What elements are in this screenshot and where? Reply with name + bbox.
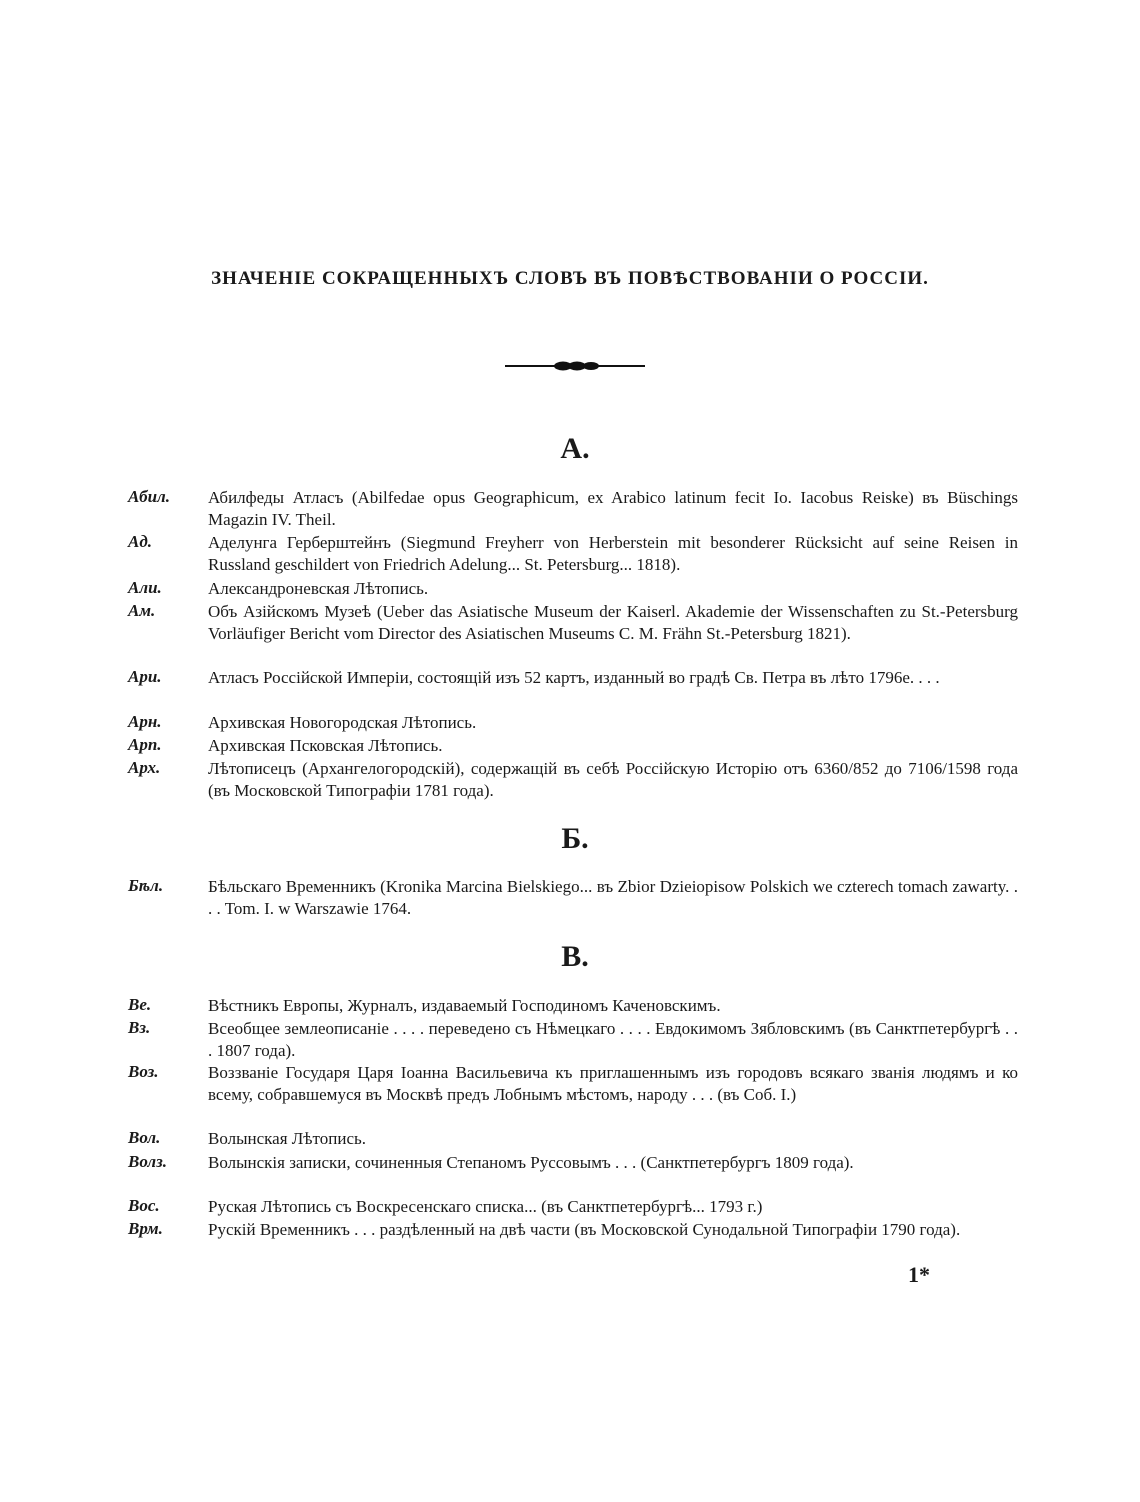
entry-text: Архивская Новогородская Лѣтопись. (208, 713, 477, 732)
entry-abbr: Вос. (128, 1196, 160, 1215)
entry-abbr: Ве. (128, 995, 152, 1014)
entry-text: Абилфеды Атласъ (Abilfedae opus Geographicum, ex Arabico latinum fecit Io. Iacobus Reiske) въ Büschings Magazin IV. Theil. (208, 488, 1018, 529)
entry-text: Вѣстникъ Европы, Журналъ, издаваемый Господиномъ Каченовскимъ. (208, 996, 721, 1015)
page-number: 1* (908, 1262, 930, 1287)
entry-text: Воззваніе Государя Царя Іоанна Васильевича къ приглашеннымъ изъ городовъ всякаго званія людямъ и ко всему, собравшемуся въ Москвѣ предъ Лобнымъ мѣстомъ, народу . . . (въ Соб. I.) (208, 1063, 1018, 1104)
entry-abbr: Волз. (128, 1152, 168, 1171)
entry-abbr: Воз. (128, 1062, 159, 1081)
entry-text: Александроневская Лѣтопись. (208, 579, 429, 598)
entry-abbr: Бѣл. (128, 876, 164, 895)
entry-abbr: Али. (128, 578, 162, 597)
entry-text: Бѣльскаго Временникъ (Kronika Marcina Bielskiego... въ Zbior Dzieiopisow Polskich we czterech tomach zawarty. . . . Tom. I. w Warszawie 1764. (208, 877, 1018, 918)
section-letter-a: А. (560, 432, 590, 465)
entry-abbr: Ари. (128, 667, 162, 686)
entry-abbr: Арх. (128, 758, 161, 777)
entry-abbr: Ад. (128, 532, 153, 551)
entry-text: Архивская Псковская Лѣтопись. (208, 736, 443, 755)
entry-abbr: Ам. (128, 601, 156, 620)
ornament-divider (505, 358, 645, 374)
entry-abbr: Вз. (128, 1018, 151, 1037)
entry-text: Аделунга Герберштейнъ (Siegmund Freyherr von Herberstein mit besonderer Rücksicht auf seine Reisen in Russland geschildert von Friedrich Adelung... St. Petersburg... 1818). (208, 533, 1018, 574)
entry-text: Волынская Лѣтопись. (208, 1129, 366, 1148)
page-title: ЗНАЧЕНІЕ СОКРАЩЕННЫХЪ СЛОВЪ ВЪ ПОВѢСТВОВАНІИ О РОССІИ. (211, 268, 929, 289)
entry-text: Атласъ Россійской Имперіи, состоящій изъ 52 картъ, изданный во градѣ Св. Петра въ лѣто 1796е. . . . (208, 668, 940, 687)
entry-abbr: Арп. (128, 735, 162, 754)
entry-text: Руская Лѣтопись съ Воскресенскаго списка... (въ Санктпетербургѣ... 1793 г.) (208, 1197, 763, 1216)
entry-abbr: Арн. (128, 712, 162, 731)
entry-abbr: Абил. (128, 487, 170, 506)
entry-text: Волынскія записки, сочиненныя Степаномъ Руссовымъ . . . (Санктпетербургъ 1809 года). (208, 1153, 854, 1172)
entry-abbr: Врм. (128, 1219, 163, 1238)
entry-abbr: Вол. (128, 1128, 161, 1147)
entry-text: Объ Азійскомъ Музеѣ (Ueber das Asiatische Museum der Kaiserl. Akademie der Wissenschaften zu St.-Petersburg Vorläufiger Bericht vom Director des Asiatischen Museums C. M. Frähn St.-Petersburg 1821). (208, 602, 1018, 643)
section-letter-v: В. (561, 940, 589, 973)
entry-text: Рускій Временникъ . . . раздѣленный на двѣ части (въ Московской Сунодальной Типографіи 1790 года). (208, 1220, 961, 1239)
section-letter-b: Б. (561, 822, 589, 855)
entry-text: Лѣтописецъ (Архангелогородскій), содержащій въ себѣ Россійскую Исторію отъ 6360/852 до 7106/1598 года (въ Московской Типографіи 1781 года). (208, 759, 1018, 800)
entry-text: Всеобщее землеописаніе . . . . переведено съ Нѣмецкаго . . . . Евдокимомъ Зябловскимъ (въ Санктпетербургѣ . . . 1807 года). (208, 1019, 1018, 1060)
